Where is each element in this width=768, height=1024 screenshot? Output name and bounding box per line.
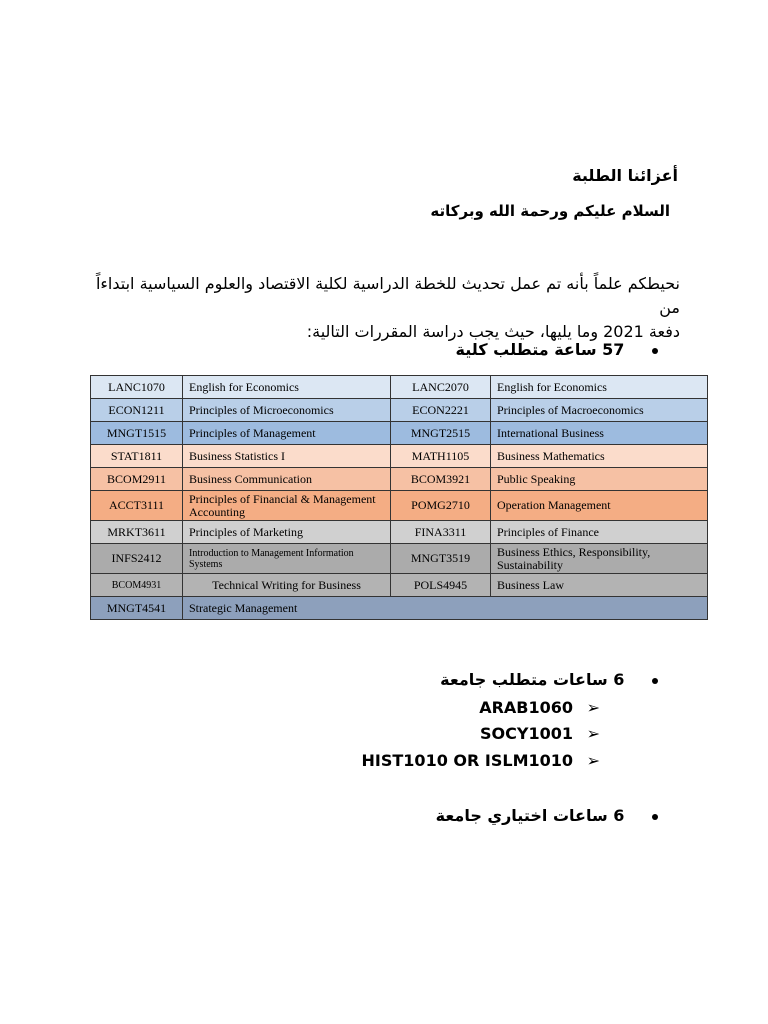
table-row [91, 399, 708, 422]
table-row [91, 376, 708, 399]
course-name: Principles of Management [183, 422, 391, 445]
course-name: Introduction to Management Information Systems [183, 544, 391, 574]
course-code: BCOM4931 [91, 574, 183, 597]
course-name: Principles of Macroeconomics [491, 399, 708, 422]
bullet-dot-icon [652, 348, 658, 354]
course-code: BCOM3921 [391, 468, 491, 491]
intro-paragraph [80, 272, 680, 344]
course-code: ECON2221 [391, 399, 491, 422]
course-code: MNGT3519 [391, 544, 491, 574]
course-name: Business Mathematics [491, 445, 708, 468]
bullet-dot-icon [652, 678, 658, 684]
course-code: ECON1211 [91, 399, 183, 422]
course-code: LANC2070 [391, 376, 491, 399]
course-code: SOCY1001 [480, 724, 574, 743]
course-code: LANC1070 [91, 376, 183, 399]
greeting-title: أعزائنا الطلبة [572, 166, 678, 185]
course-name: Operation Management [491, 491, 708, 521]
table-row [91, 468, 708, 491]
university-elective-label: 6 ساعات اختياري جامعة [435, 806, 625, 825]
course-name: Business Law [491, 574, 708, 597]
course-name: Business Communication [183, 468, 391, 491]
course-name: English for Economics [183, 376, 391, 399]
table-row [91, 422, 708, 445]
course-name: Strategic Management [183, 597, 708, 620]
course-name: Business Statistics I [183, 445, 391, 468]
intro-line-1: نحيطكم علماً بأنه تم عمل تحديث للخطة الدراسية لكلية الاقتصاد والعلوم السياسية ابتداءاً من [95, 274, 680, 317]
course-name: Principles of Marketing [183, 521, 391, 544]
table-row [91, 521, 708, 544]
table-row [91, 491, 708, 521]
list-item [479, 698, 600, 717]
intro-line-2: دفعة 2021 وما يليها، حيث يجب دراسة المقررات التالية: [306, 322, 680, 341]
course-code: ARAB1060 [479, 698, 574, 717]
course-name: Principles of Microeconomics [183, 399, 391, 422]
table-row [91, 445, 708, 468]
college-requirement-label: 57 ساعة متطلب كلية [455, 340, 625, 359]
course-code: MNGT2515 [391, 422, 491, 445]
course-name: Business Ethics, Responsibility, Sustainability [491, 544, 708, 574]
course-code: POMG2710 [391, 491, 491, 521]
arrow-right-icon: ➢ [586, 751, 600, 770]
table-row [91, 544, 708, 574]
arrow-right-icon: ➢ [586, 724, 600, 743]
table-row [91, 597, 708, 620]
university-elective-bullet [436, 806, 658, 825]
course-name: International Business [491, 422, 708, 445]
course-code: MATH1105 [391, 445, 491, 468]
course-code: STAT1811 [91, 445, 183, 468]
college-requirement-bullet [456, 340, 659, 359]
course-code: FINA3311 [391, 521, 491, 544]
university-requirement-bullet [440, 670, 658, 689]
course-code: POLS4945 [391, 574, 491, 597]
course-code: HIST1010 OR ISLM1010 [361, 751, 574, 770]
course-name: English for Economics [491, 376, 708, 399]
course-code: MRKT3611 [91, 521, 183, 544]
course-name: Principles of Finance [491, 521, 708, 544]
course-code: INFS2412 [91, 544, 183, 574]
list-item [362, 751, 600, 770]
courses-table [90, 375, 708, 620]
course-code: MNGT1515 [91, 422, 183, 445]
arrow-right-icon: ➢ [586, 698, 600, 717]
course-name: Principles of Financial & Management Accounting [183, 491, 391, 521]
university-requirement-label: 6 ساعات متطلب جامعة [440, 670, 625, 689]
course-name: Public Speaking [491, 468, 708, 491]
course-name: Technical Writing for Business [183, 574, 391, 597]
course-code: ACCT3111 [91, 491, 183, 521]
course-code: MNGT4541 [91, 597, 183, 620]
list-item [480, 724, 600, 743]
course-code: BCOM2911 [91, 468, 183, 491]
table-row [91, 574, 708, 597]
greeting-salutation: السلام عليكم ورحمة الله وبركاته [430, 202, 670, 220]
bullet-dot-icon [652, 814, 658, 820]
